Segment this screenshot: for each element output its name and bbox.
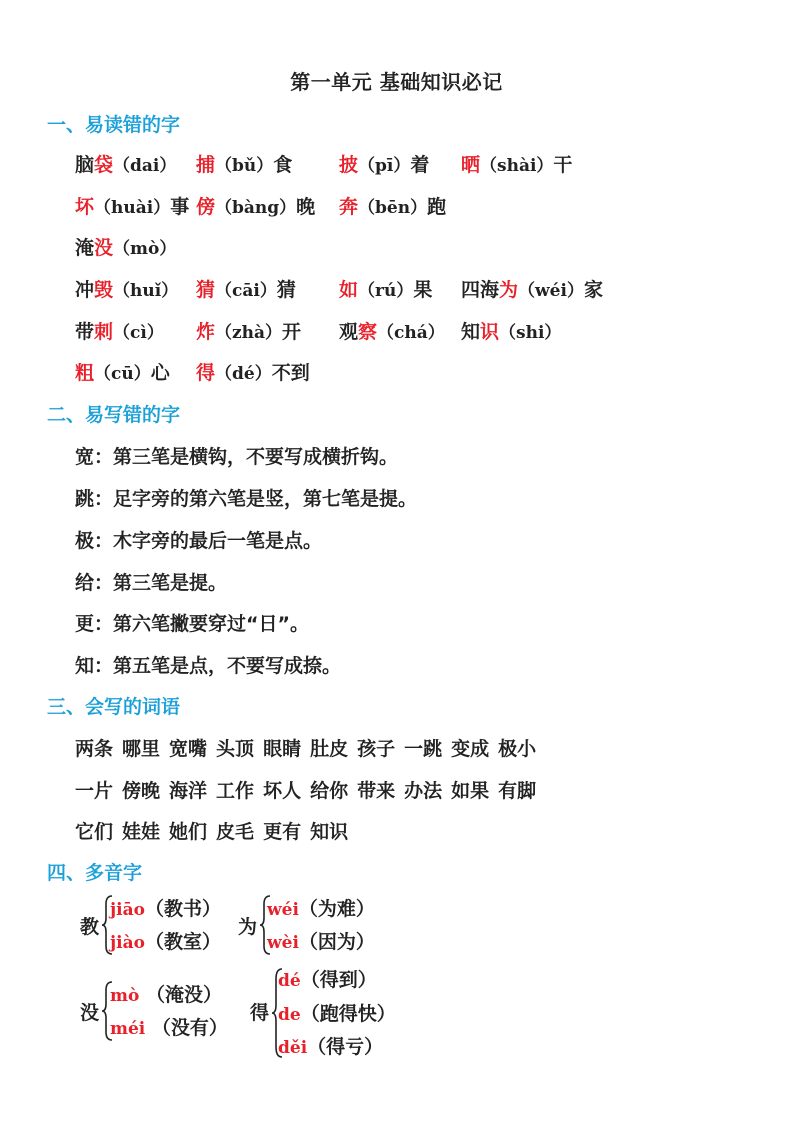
polyphone-char: 为: [238, 916, 258, 938]
pinyin-item: 知识（shi）: [461, 321, 562, 343]
vocab-word: 皮毛: [216, 821, 255, 843]
vocab-word: 头顶: [216, 738, 255, 760]
polyphone-reading: jiāo（教书）: [110, 898, 221, 920]
rule-line: 跳：足字旁的第六笔是竖，第七笔是提。: [75, 488, 418, 510]
polyphone-reading: jiào（教室）: [110, 931, 221, 953]
vocab-word: 宽嘴: [169, 738, 208, 760]
vocab-word: 更有: [263, 821, 302, 843]
vocab-word: 坏人: [263, 780, 302, 802]
vocab-word: 海洋: [169, 780, 208, 802]
vocab-word: 眼睛: [263, 738, 302, 760]
rule-line: 更：第六笔撇要穿过“日”。: [75, 613, 309, 635]
pinyin-item: 四海为（wéi）家: [461, 279, 603, 301]
pinyin-item: 粗（cū）心: [75, 362, 170, 384]
vocab-word: 傍晚: [122, 780, 161, 802]
pinyin-item: 脑袋（dai）: [75, 154, 177, 176]
polyphone-reading: mò （淹没）: [110, 984, 222, 1006]
pinyin-item: 冲毁（huǐ）: [75, 279, 179, 301]
pinyin-item: 奔（bēn）跑: [339, 196, 447, 218]
rule-line: 宽：第三笔是横钩，不要写成横折钩。: [75, 446, 399, 468]
vocab-word: 一跳: [404, 738, 443, 760]
pinyin-item: 披（pī）着: [339, 154, 430, 176]
pinyin-item: 坏（huài）事: [75, 196, 190, 218]
word-row: [75, 776, 545, 803]
vocab-word: 办法: [404, 780, 443, 802]
pinyin-item: 晒（shài）干: [461, 154, 573, 176]
vocab-word: 如果: [451, 780, 490, 802]
page-title: 第一单元 基础知识必记: [290, 70, 503, 94]
rule-line: 极：木字旁的最后一笔是点。: [75, 530, 323, 552]
vocab-word: 带来: [357, 780, 396, 802]
vocab-word: 工作: [216, 780, 255, 802]
pinyin-item: 淹没（mò）: [75, 237, 177, 259]
section-heading-3: 三、会写的词语: [47, 696, 181, 718]
polyphone-reading: wèi（因为）: [267, 931, 375, 953]
pinyin-item: 傍（bàng）晚: [196, 196, 316, 218]
vocab-word: 肚皮: [310, 738, 349, 760]
vocab-word: 变成: [451, 738, 490, 760]
polyphone-char: 没: [80, 1002, 100, 1024]
polyphone-reading: wéi（为难）: [267, 898, 375, 920]
pinyin-item: 得（dé）不到: [196, 362, 310, 384]
polyphone-reading: děi（得亏）: [278, 1036, 384, 1058]
pinyin-item: 如（rú）果: [339, 279, 433, 301]
vocab-word: 娃娃: [122, 821, 161, 843]
vocab-word: 哪里: [122, 738, 161, 760]
vocab-word: 有脚: [498, 780, 537, 802]
pinyin-item: 捕（bǔ）食: [196, 154, 293, 176]
polyphone-reading: de（跑得快）: [278, 1003, 396, 1025]
section-heading-4: 四、多音字: [47, 862, 143, 884]
vocab-word: 两条: [75, 738, 114, 760]
section-heading-2: 二、易写错的字: [47, 404, 181, 426]
pinyin-item: 观察（chá）: [339, 321, 445, 343]
word-row: [75, 817, 357, 844]
rule-line: 知：第五笔是点，不要写成捺。: [75, 655, 342, 677]
pinyin-item: 猜（cāi）猜: [196, 279, 296, 301]
vocab-word: 她们: [169, 821, 208, 843]
vocab-word: 知识: [310, 821, 349, 843]
polyphone-char: 教: [80, 916, 100, 938]
vocab-word: 极小: [498, 738, 537, 760]
vocab-word: 给你: [310, 780, 349, 802]
vocab-word: 它们: [75, 821, 114, 843]
pinyin-item: 炸（zhà）开: [196, 321, 302, 343]
rule-line: 给：第三笔是提。: [75, 572, 228, 594]
pinyin-item: 带刺（cì）: [75, 321, 164, 343]
polyphone-reading: dé（得到）: [278, 969, 377, 991]
section-heading-1: 一、易读错的字: [47, 114, 181, 136]
vocab-word: 一片: [75, 780, 114, 802]
vocab-word: 孩子: [357, 738, 396, 760]
polyphone-char: 得: [250, 1002, 270, 1024]
polyphone-reading: méi （没有）: [110, 1017, 228, 1039]
word-row: [75, 734, 545, 761]
